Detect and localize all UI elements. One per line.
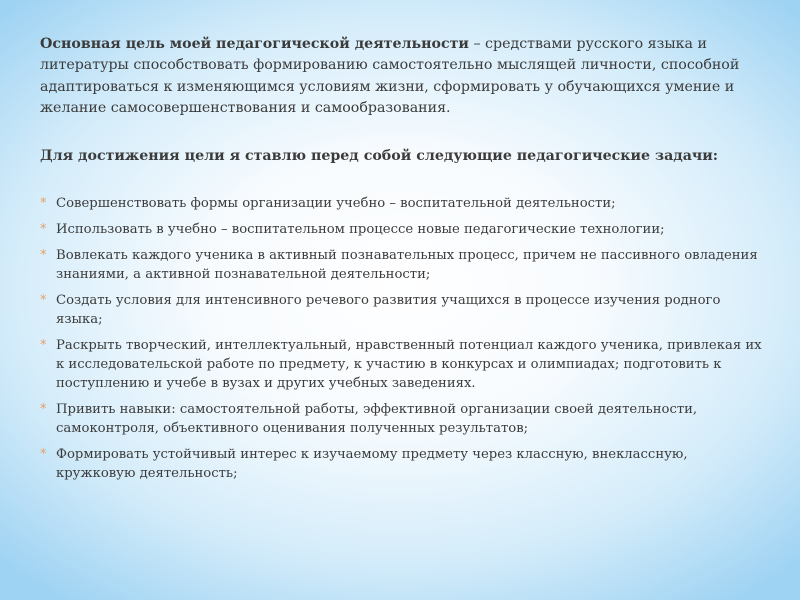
task-text: Формировать устойчивый интерес к изучаемому предмету через классную, внеклассную, кружковую деятельность; xyxy=(56,447,688,482)
task-text: Использовать в учебно – воспитательном процессе новые педагогические технологии; xyxy=(56,222,665,238)
task-text: Привить навыки: самостоятельной работы, эффективной организации своей деятельности, самоконтроля, объективного оценивания полученных результатов; xyxy=(56,402,698,437)
list-item xyxy=(40,336,770,393)
goal-lead: Основная цель моей педагогической деятельности xyxy=(40,36,469,52)
goal-text: – средствами русского языка и литературы способствовать формированию самостоятельно мыслящей личности, способной адаптироваться к изменяющимся условиям жизни, сформировать у обучающихся умение и желание самосовершенствования и самообразования. xyxy=(40,36,740,117)
list-item xyxy=(40,445,770,483)
asterisk-bullet-icon: * xyxy=(40,222,47,238)
asterisk-bullet-icon: * xyxy=(40,447,47,463)
asterisk-bullet-icon: * xyxy=(40,248,47,264)
list-item xyxy=(40,220,770,239)
asterisk-bullet-icon: * xyxy=(40,196,47,212)
list-item xyxy=(40,400,770,438)
goal-paragraph xyxy=(40,34,770,120)
task-list xyxy=(40,194,770,483)
task-text: Совершенствовать формы организации учебно – воспитательной деятельности; xyxy=(56,196,616,212)
list-item xyxy=(40,291,770,329)
task-text: Вовлекать каждого ученика в активный познавательных процесс, причем не пассивного овладения знаниями, а активной познавательной деятельности; xyxy=(56,248,758,283)
asterisk-bullet-icon: * xyxy=(40,402,47,418)
list-item xyxy=(40,194,770,213)
list-item xyxy=(40,246,770,284)
asterisk-bullet-icon: * xyxy=(40,293,47,309)
slide-content xyxy=(40,34,770,490)
task-text: Раскрыть творческий, интеллектуальный, нравственный потенциал каждого ученика, привлекая их к исследовательской работе по предмету, к участию в конкурсах и олимпиадах; подготовить к поступлению и учебе в вузах и других учебных заведениях. xyxy=(56,338,762,392)
asterisk-bullet-icon: * xyxy=(40,338,47,354)
tasks-heading: Для достижения цели я ставлю перед собой следующие педагогические задачи: xyxy=(40,147,719,164)
task-text: Создать условия для интенсивного речевого развития учащихся в процессе изучения родного языка; xyxy=(56,293,721,328)
